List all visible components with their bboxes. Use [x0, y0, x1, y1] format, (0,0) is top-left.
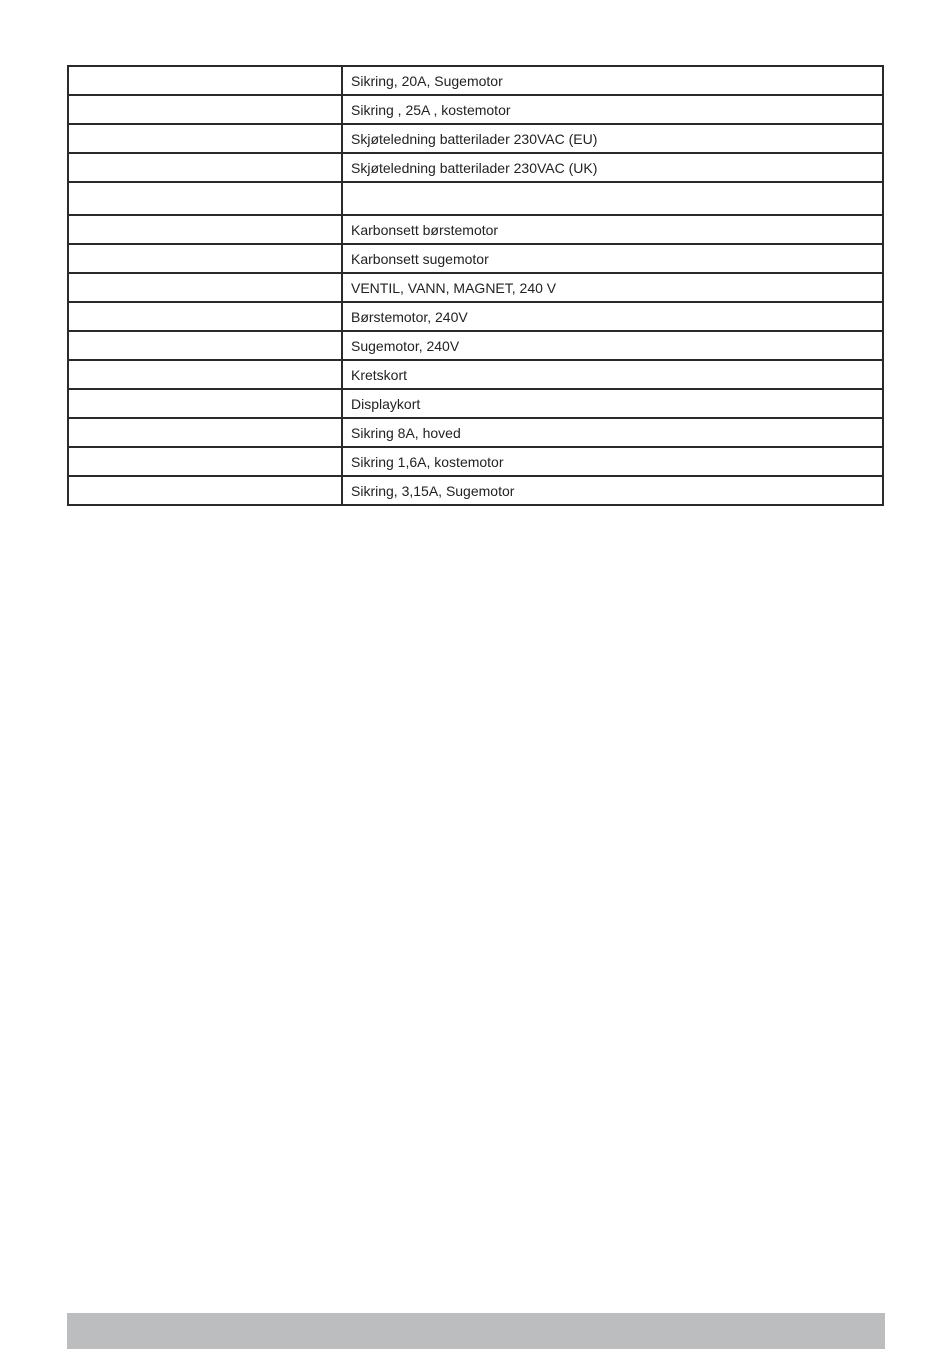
description-cell: Skjøteledning batterilader 230VAC (EU)	[342, 124, 883, 153]
description-cell: Sikring, 20A, Sugemotor	[342, 66, 883, 95]
description-cell: Displaykort	[342, 389, 883, 418]
table-row	[68, 66, 883, 95]
part-number-cell	[68, 418, 342, 447]
description-cell: Kretskort	[342, 360, 883, 389]
part-number-cell	[68, 95, 342, 124]
description-cell: Skjøteledning batterilader 230VAC (UK)	[342, 153, 883, 182]
description-cell: Sikring, 3,15A, Sugemotor	[342, 476, 883, 505]
table-row	[68, 331, 883, 360]
description-cell: Børstemotor, 240V	[342, 302, 883, 331]
description-cell: VENTIL, VANN, MAGNET, 240 V	[342, 273, 883, 302]
table-row-empty	[68, 182, 883, 215]
part-number-cell	[68, 360, 342, 389]
table-row	[68, 215, 883, 244]
table-row	[68, 447, 883, 476]
description-cell: Sikring 8A, hoved	[342, 418, 883, 447]
part-number-cell	[68, 302, 342, 331]
table-row	[68, 360, 883, 389]
table-row	[68, 124, 883, 153]
part-number-cell	[68, 215, 342, 244]
part-number-cell	[68, 389, 342, 418]
part-number-cell	[68, 244, 342, 273]
table-row	[68, 95, 883, 124]
part-number-cell	[68, 182, 342, 215]
description-cell	[342, 182, 883, 215]
description-cell: Sikring , 25A , kostemotor	[342, 95, 883, 124]
table-row	[68, 389, 883, 418]
footer-bar	[67, 1313, 885, 1349]
description-cell: Karbonsett børstemotor	[342, 215, 883, 244]
part-number-cell	[68, 273, 342, 302]
parts-table	[67, 65, 884, 506]
part-number-cell	[68, 476, 342, 505]
part-number-cell	[68, 66, 342, 95]
description-cell: Karbonsett sugemotor	[342, 244, 883, 273]
part-number-cell	[68, 331, 342, 360]
table-row	[68, 476, 883, 505]
part-number-cell	[68, 447, 342, 476]
part-number-cell	[68, 124, 342, 153]
table-row	[68, 153, 883, 182]
table-row	[68, 302, 883, 331]
table-row	[68, 418, 883, 447]
description-cell: Sikring 1,6A, kostemotor	[342, 447, 883, 476]
table-row	[68, 273, 883, 302]
part-number-cell	[68, 153, 342, 182]
description-cell: Sugemotor, 240V	[342, 331, 883, 360]
table-row	[68, 244, 883, 273]
